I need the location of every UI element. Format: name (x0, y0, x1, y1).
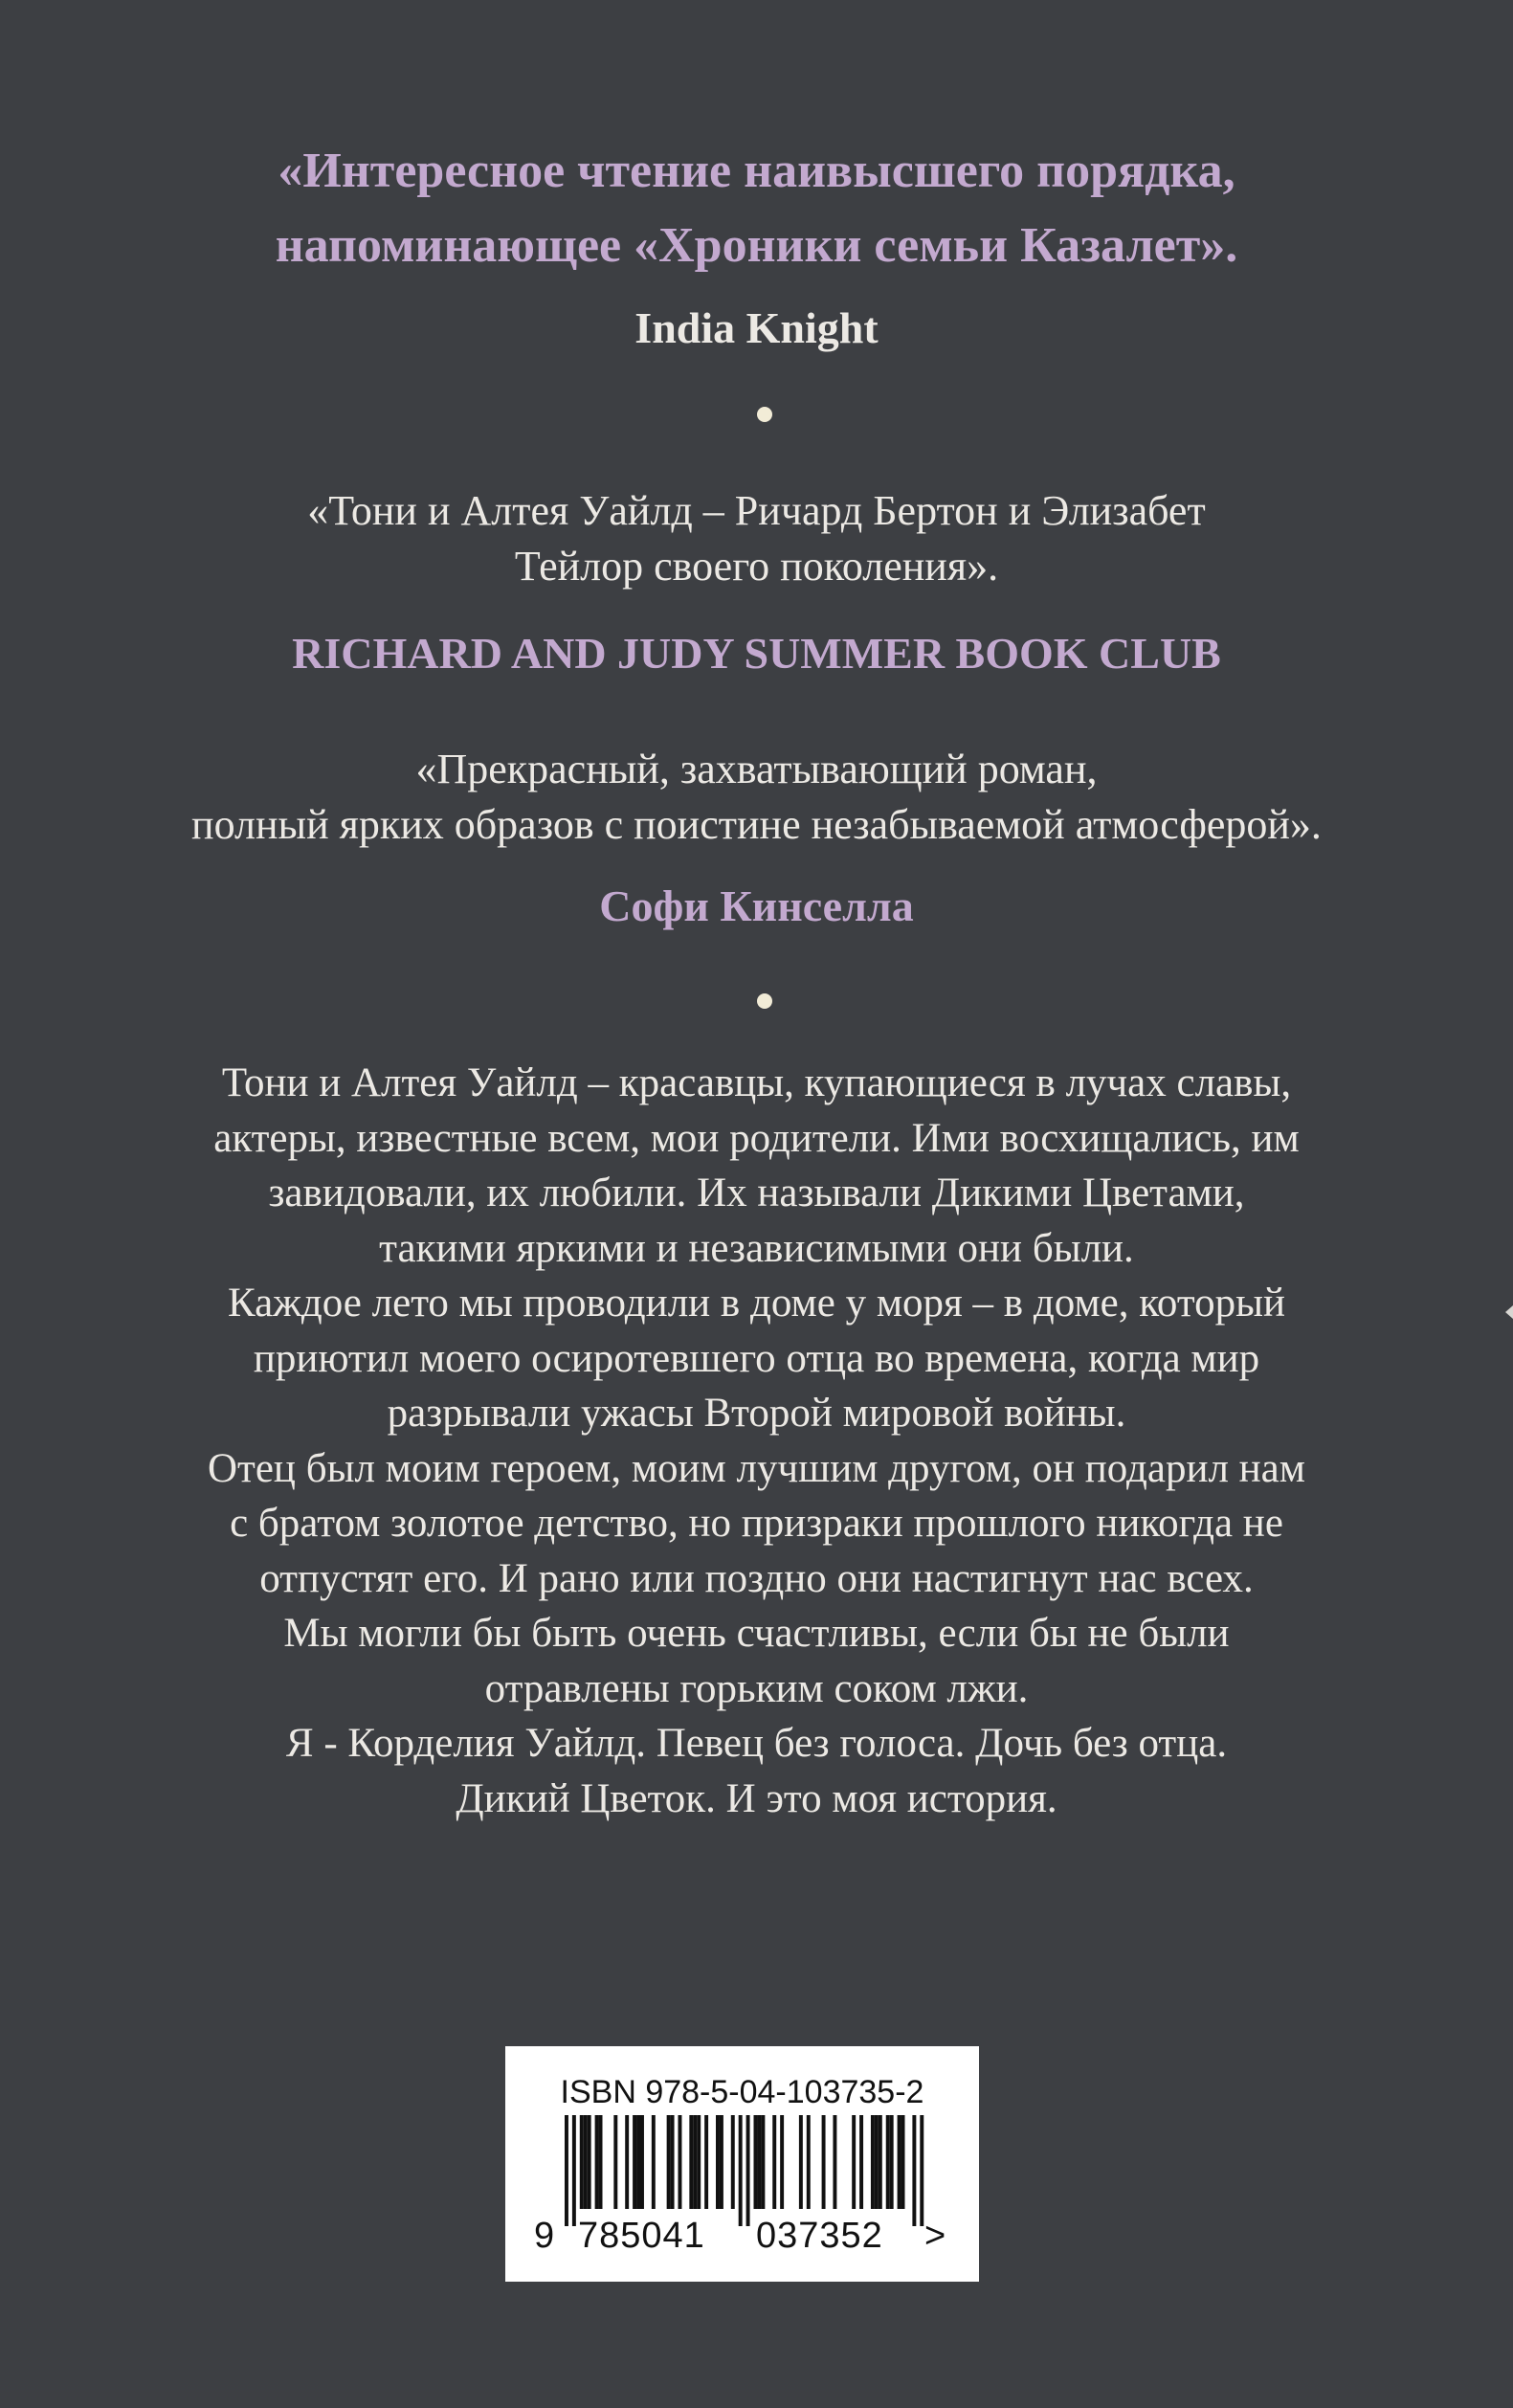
barcode-bar (595, 2115, 599, 2209)
quote-1-line-2: напоминающее «Хроники семьи Казалет». (275, 218, 1238, 273)
blurb (0, 1056, 1513, 1826)
quote-2 (0, 483, 1513, 594)
blurb-line: актеры, известные всем, мои родители. Ими восхищались, им (213, 1115, 1300, 1161)
blurb-line: Я - Корделия Уайлд. Певец без голоса. Дочь без отца. (285, 1721, 1228, 1766)
barcode-bar (875, 2115, 879, 2209)
blurb-line: приютил моего осиротевшего отца во времена, когда мир (253, 1335, 1260, 1381)
barcode-bar (697, 2115, 701, 2209)
barcode-bar (584, 2115, 588, 2209)
quote-3-line-2: полный ярких образов с поистине незабываемой атмосферой». (191, 801, 1322, 848)
barcode-bar (640, 2115, 644, 2209)
barcode-bar (890, 2115, 894, 2209)
barcode-bars (505, 2046, 979, 2282)
barcode-bar (898, 2115, 901, 2209)
barcode-bar (757, 2115, 761, 2209)
barcode-bar (871, 2115, 875, 2209)
quote-2-line-1: «Тони и Алтея Уайлд – Ричард Бертон и Элизабет (307, 487, 1206, 534)
blurb-line: Дикий Цветок. И это моя история. (456, 1775, 1057, 1821)
barcode-bar (636, 2115, 640, 2209)
barcode-bar (780, 2115, 784, 2209)
barcode-bar (720, 2115, 723, 2209)
barcode-bar (716, 2115, 720, 2209)
blurb-line: Каждое лето мы проводили в доме у моря – в доме, который (228, 1281, 1285, 1326)
barcode-guard-bar (565, 2115, 568, 2226)
quote-2-author: RICHARD AND JUDY SUMMER BOOK CLUB (292, 629, 1221, 678)
barcode-bar (580, 2115, 584, 2209)
barcode-bar (671, 2115, 675, 2209)
barcode-lead-digit: 9 (534, 2216, 556, 2256)
quote-2-line-2: Тейлор своего поколения». (514, 543, 999, 590)
barcode-bar (693, 2115, 697, 2209)
barcode-guard-bar (920, 2115, 923, 2226)
barcode-right-group: 037352 (756, 2216, 883, 2256)
barcode-bar (599, 2115, 603, 2209)
barcode-guard-bar (746, 2115, 750, 2226)
barcode-guard-bar (739, 2115, 743, 2226)
blurb-line: разрывали ужасы Второй мировой войны. (387, 1391, 1126, 1436)
barcode-bar (822, 2115, 826, 2209)
barcode-left-group: 785041 (578, 2216, 705, 2256)
quote-1-author: India Knight (634, 303, 879, 352)
barcode-guard-bar (572, 2115, 576, 2226)
barcode-bar (731, 2115, 735, 2209)
quote-1-line-1: «Интересное чтение наивысшего порядка, (278, 144, 1235, 198)
barcode-bar (901, 2115, 905, 2209)
blurb-line: Мы могли бы быть очень счастливы, если бы не были (283, 1611, 1230, 1656)
barcode-bar (613, 2115, 617, 2209)
blurb-line: отравлены горьким соком лжи. (484, 1665, 1029, 1711)
blurb-line: такими яркими и независимыми они были. (379, 1225, 1134, 1271)
barcode-bar (833, 2115, 836, 2209)
barcode-bar (667, 2115, 671, 2209)
barcode-bar (879, 2115, 882, 2209)
isbn-label: ISBN 978-5-04-103735-2 (560, 2074, 924, 2110)
barcode-bar (859, 2115, 863, 2209)
barcode-bar (689, 2115, 693, 2209)
blurb-line: Отец был моим героем, моим лучшим другом, он подарил нам (208, 1445, 1305, 1491)
quote-3-author: Софи Кинселла (599, 881, 914, 930)
barcode-bar (799, 2115, 803, 2209)
quote-3-line-1: «Прекрасный, захватывающий роман, (415, 746, 1098, 792)
barcode-trail-mark: > (924, 2216, 947, 2256)
blurb-line: Тони и Алтея Уайлд – красавцы, купающиеся в лучах славы, (221, 1060, 1292, 1105)
barcode-bar (633, 2115, 636, 2209)
barcode-bar (852, 2115, 856, 2209)
barcode-bar (807, 2115, 811, 2209)
separator-dot-2 (757, 993, 772, 1009)
barcode-bar (886, 2115, 890, 2209)
barcode-guard-bar (912, 2115, 916, 2226)
barcode-bar (679, 2115, 682, 2209)
barcode-bar (652, 2115, 656, 2209)
blurb-line: завидовали, их любили. Их называли Дикими Цветами, (268, 1171, 1245, 1215)
barcode-bar (761, 2115, 765, 2209)
barcode-bar (754, 2115, 758, 2209)
blurb-line: отпустят его. И рано или поздно они настигнут нас всех. (259, 1555, 1254, 1601)
isbn-barcode (505, 2046, 979, 2282)
quote-1 (0, 134, 1513, 283)
separator-dot-1 (757, 407, 772, 422)
barcode-bar (588, 2115, 591, 2209)
quote-3 (0, 742, 1513, 853)
barcode-bar (704, 2115, 708, 2209)
barcode-bar (625, 2115, 629, 2209)
barcode-bar (772, 2115, 776, 2209)
blurb-line: с братом золотое детство, но призраки прошлого никогда не (230, 1501, 1283, 1546)
